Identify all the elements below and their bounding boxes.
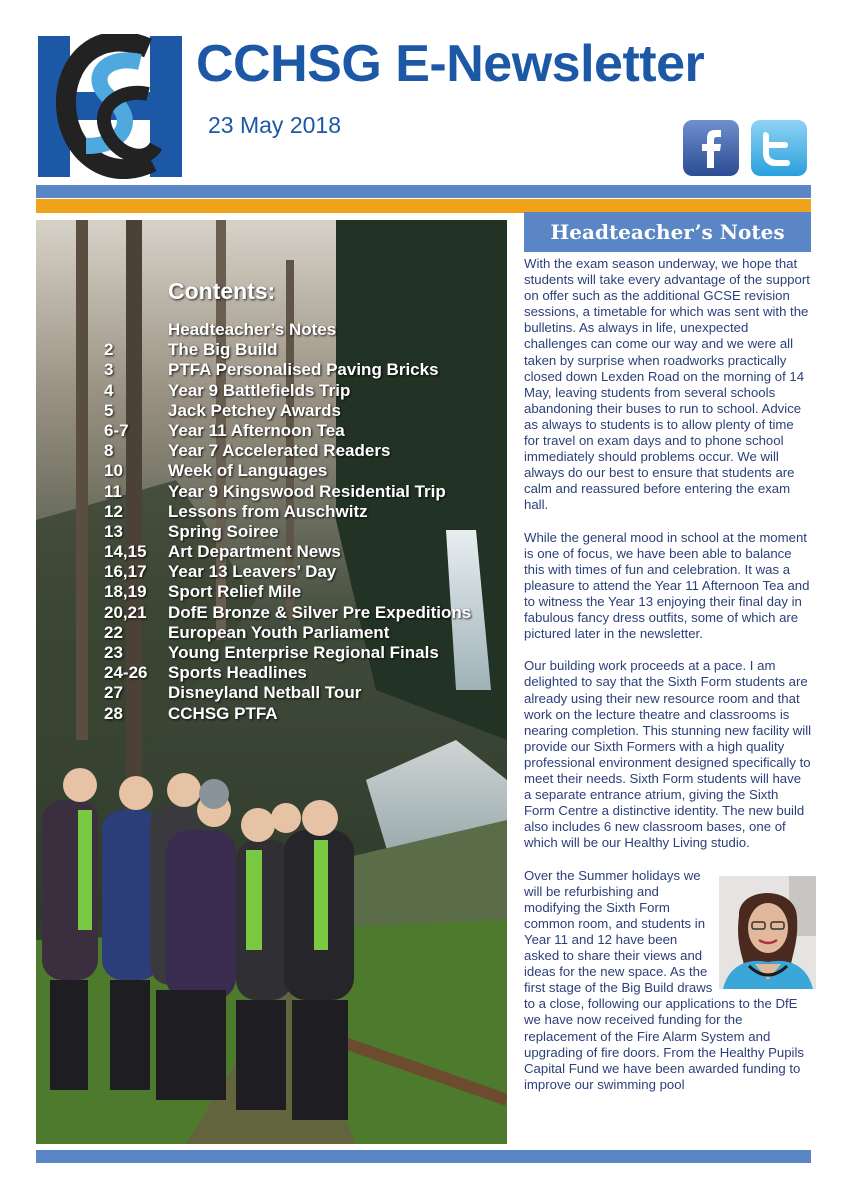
notes-paragraph: While the general mood in school at the moment is one of focus, we have been able to balance this with times of fun and celebration. It was a pleasure to attend the Year 11 Afternoon Tea and to witness the Year 13 enjoying their final day in fabulous fancy dress outfits, some of which are pictured later in the newsletter. xyxy=(524,529,810,642)
contents-item[interactable]: 14,15 Art Department News xyxy=(104,542,341,562)
contents-item[interactable]: 24-26 Sports Headlines xyxy=(104,663,307,683)
twitter-icon[interactable] xyxy=(751,120,807,176)
contents-item[interactable]: Headteacher’s Notes xyxy=(168,320,337,339)
header-divider-orange xyxy=(36,199,811,213)
contents-list xyxy=(104,320,471,724)
contents-item[interactable]: 20,21 DofE Bronze & Silver Pre Expeditions xyxy=(104,602,472,622)
contents-item[interactable]: 12 Lessons from Auschwitz xyxy=(104,501,368,521)
footer-divider xyxy=(36,1150,811,1163)
notes-paragraph-with-photo: Over the Summer holidays we will be refurbishing and modifying the Sixth Form common room, and students in Year 11 and 12 have been asked to share their views and ideas for the new space. As the first stage of the Big Build draws to a close, following our applications to the DfE we have now received funding for the replacement of the Fire Alarm System and upgrading of fire doors. From the Healthy Pupils Capital Fund we have been awarded funding to improve our swimming pool xyxy=(524,868,812,1093)
contents-item[interactable]: 4 Year 9 Battlefields Trip xyxy=(104,380,351,400)
notes-paragraph: Our building work proceeds at a pace. I am delighted to say that the Sixth Form students are already using their new resource room and that work on the lecture theatre and classrooms is nearing completion. This stunning new facility will provide our Sixth Formers with a high quality professional environment designed specifically to meet their needs. Sixth Form students will have a separate entrance atrium, giving the Sixth Form Centre a distinctive identity. The new build also includes 6 new classroom bases, one of which will be our Healthy Living studio. xyxy=(524,658,812,851)
school-logo xyxy=(36,34,184,179)
headteacher-notes-heading: Headteacher’s Notes xyxy=(524,212,811,252)
newsletter-title: CCHSG E-Newsletter xyxy=(196,35,705,93)
contents-item[interactable]: 10 Week of Languages xyxy=(104,461,328,481)
contents-item[interactable]: 23 Young Enterprise Regional Finals xyxy=(104,643,439,662)
contents-item[interactable]: 8 Year 7 Accelerated Readers xyxy=(104,441,391,461)
issue-date: 23 May 2018 xyxy=(208,112,341,138)
header-divider-blue xyxy=(36,185,811,198)
contents-item[interactable]: 27 Disneyland Netball Tour xyxy=(104,683,362,703)
notes-paragraph: With the exam season underway, we hope that students will take every advantage of the support on offer such as the additional GCSE revision sessions, a timetable for which was sent with the bulletins. As always in life, unexpected challenges can come our way and we were all taken by surprise when roadworks practically closed down Lexden Road on the morning of 14 May, leaving students from several schools abandoning their buses to run to school. Advice as always to students is to allow plenty of time for travel on exam days and to phone school immediately should problems occur. We will always do our best to ensure that students are calm and reassured before entering the exam hall. xyxy=(524,256,810,513)
contents-item[interactable]: 28 CCHSG PTFA xyxy=(104,703,278,723)
contents-item[interactable]: 11 Year 9 Kingswood Residential Trip xyxy=(104,481,446,501)
contents-photo xyxy=(36,220,507,1144)
contents-item[interactable]: 3 PTFA Personalised Paving Bricks xyxy=(104,360,439,380)
contents-item[interactable]: 22 European Youth Parliament xyxy=(104,622,390,642)
contents-item[interactable]: 5 Jack Petchey Awards xyxy=(104,400,341,420)
contents-item[interactable]: 6-7 Year 11 Afternoon Tea xyxy=(104,420,345,440)
contents-item[interactable]: 16,17 Year 13 Leavers’ Day xyxy=(104,562,337,582)
contents-item[interactable]: 13 Spring Soiree xyxy=(104,521,279,541)
contents-item[interactable]: 2 The Big Build xyxy=(104,340,278,360)
headteacher-notes-body xyxy=(524,256,812,1109)
contents-heading: Contents: xyxy=(168,278,276,304)
facebook-icon[interactable] xyxy=(683,120,739,176)
contents-item[interactable]: 18,19 Sport Relief Mile xyxy=(104,582,302,602)
headteacher-photo xyxy=(719,876,816,989)
